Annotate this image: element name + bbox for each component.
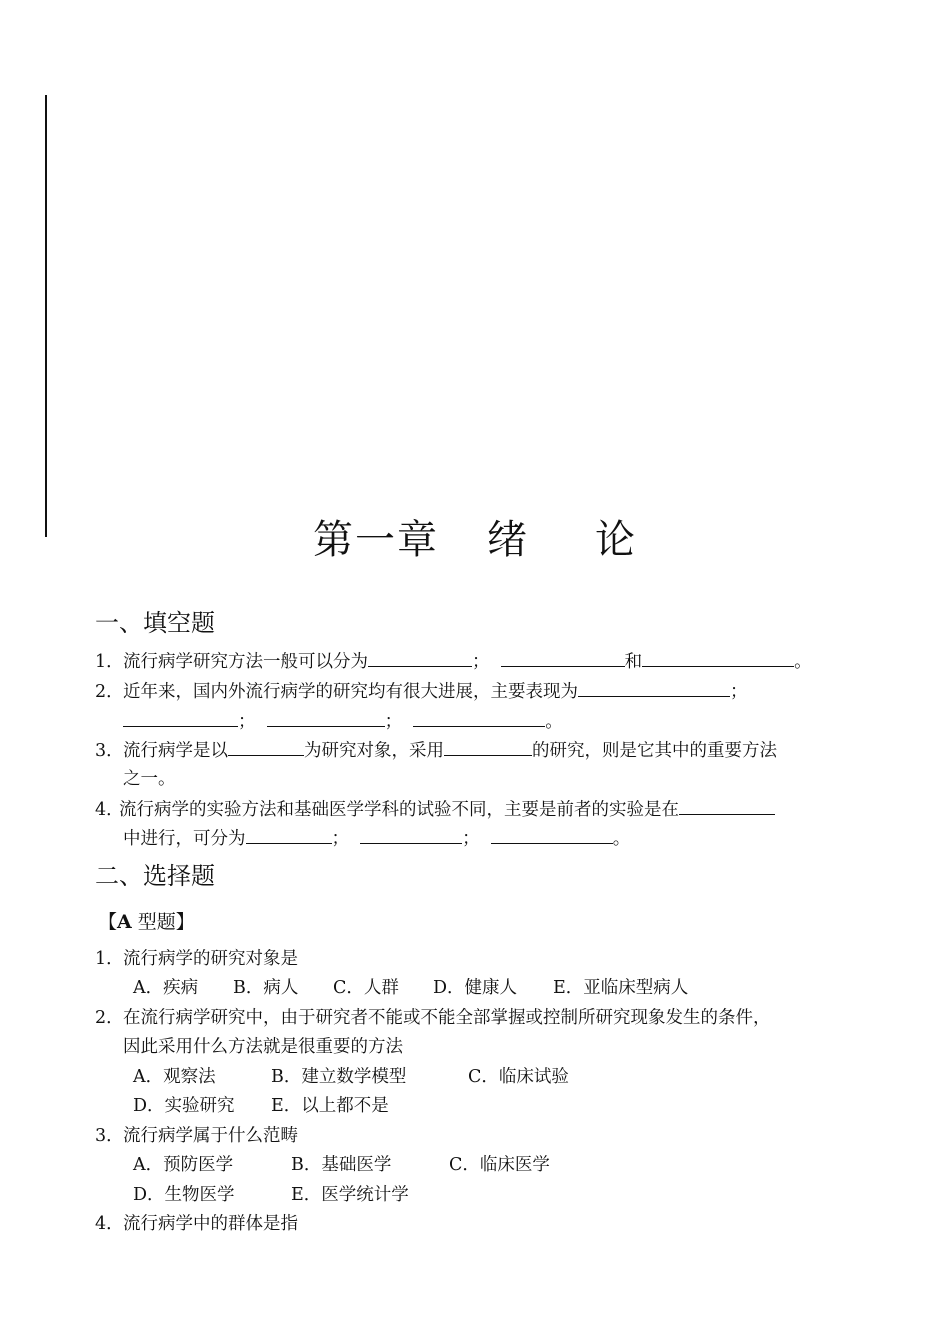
choice-question-2-cont: 因此采用什么方法就是很重要的方法	[123, 1037, 403, 1057]
option-e[interactable]: E．医学统计学	[291, 1185, 409, 1205]
choice-options-2-row1	[133, 1066, 569, 1088]
choice-question-2: 2．在流行病学研究中，由于研究者不能或不能全部掌握或控制所研究现象发生的条件，	[95, 1008, 771, 1028]
fill-question-4-cont: 中进行，可分为 ； ； 。	[123, 829, 631, 849]
answer-blank[interactable]	[123, 710, 238, 727]
option-c[interactable]: C．人群	[333, 978, 399, 998]
option-a[interactable]: A．疾病	[133, 978, 199, 998]
option-c[interactable]: C．临床医学	[449, 1155, 550, 1175]
answer-blank[interactable]	[491, 827, 613, 844]
answer-blank[interactable]	[368, 650, 472, 667]
choice-question-1: 1．流行病学的研究对象是	[95, 949, 298, 969]
fill-question-3-cont: 之一。	[123, 769, 176, 789]
option-d[interactable]: D．生物医学	[133, 1185, 235, 1205]
option-d[interactable]: D．实验研究	[133, 1096, 235, 1116]
option-d[interactable]: D．健康人	[433, 978, 518, 998]
section-heading-choice: 二、选择题	[95, 862, 215, 890]
choice-options-2-row2	[133, 1095, 389, 1117]
choice-question-4: 4．流行病学中的群体是指	[95, 1214, 298, 1234]
chapter-number: 第一章	[313, 517, 439, 563]
option-b[interactable]: B．建立数学模型	[271, 1067, 407, 1087]
fill-question-2-cont: ； ； 。	[123, 710, 563, 733]
answer-blank[interactable]	[578, 680, 730, 697]
fill-question-2: 2．近年来，国内外流行病学的研究均有很大进展，主要表现为 ；	[95, 682, 748, 702]
option-e[interactable]: E．亚临床型病人	[553, 978, 689, 998]
choice-options-1	[133, 977, 688, 999]
chapter-title	[0, 508, 950, 565]
choice-question-3: 3．流行病学属于什么范畴	[95, 1126, 298, 1146]
answer-blank[interactable]	[360, 827, 462, 844]
fill-question-3: 3．流行病学是以 为研究对象，采用 的研究，则是它其中的重要方法	[95, 741, 777, 761]
option-b[interactable]: B．基础医学	[291, 1155, 392, 1175]
answer-blank[interactable]	[413, 710, 545, 727]
answer-blank[interactable]	[267, 710, 385, 727]
answer-blank[interactable]	[501, 650, 625, 667]
answer-blank[interactable]	[642, 650, 794, 667]
option-b[interactable]: B．病人	[233, 978, 299, 998]
answer-blank[interactable]	[246, 827, 332, 844]
fill-question-4: 4．流行病学的实验方法和基础医学学科的试验不同，主要是前者的实验是在	[95, 798, 775, 821]
question-type-heading: 【A 型题】	[98, 911, 195, 933]
option-e[interactable]: E．以上都不是	[271, 1096, 389, 1116]
answer-blank[interactable]	[679, 798, 775, 815]
option-c[interactable]: C．临床试验	[468, 1067, 569, 1087]
answer-blank[interactable]	[228, 739, 304, 756]
chapter-title-char-1: 绪	[487, 517, 529, 563]
fill-question-1: 1．流行病学研究方法一般可以分为 ； 和 。	[95, 652, 812, 672]
option-a[interactable]: A．观察法	[133, 1067, 216, 1087]
chapter-title-char-2: 论	[595, 517, 637, 563]
answer-blank[interactable]	[444, 739, 532, 756]
section-heading-fill: 一、填空题	[95, 609, 215, 637]
option-a[interactable]: A．预防医学	[133, 1155, 234, 1175]
margin-rule	[45, 95, 47, 537]
choice-options-3-row2	[133, 1184, 409, 1206]
choice-options-3-row1	[133, 1154, 550, 1176]
